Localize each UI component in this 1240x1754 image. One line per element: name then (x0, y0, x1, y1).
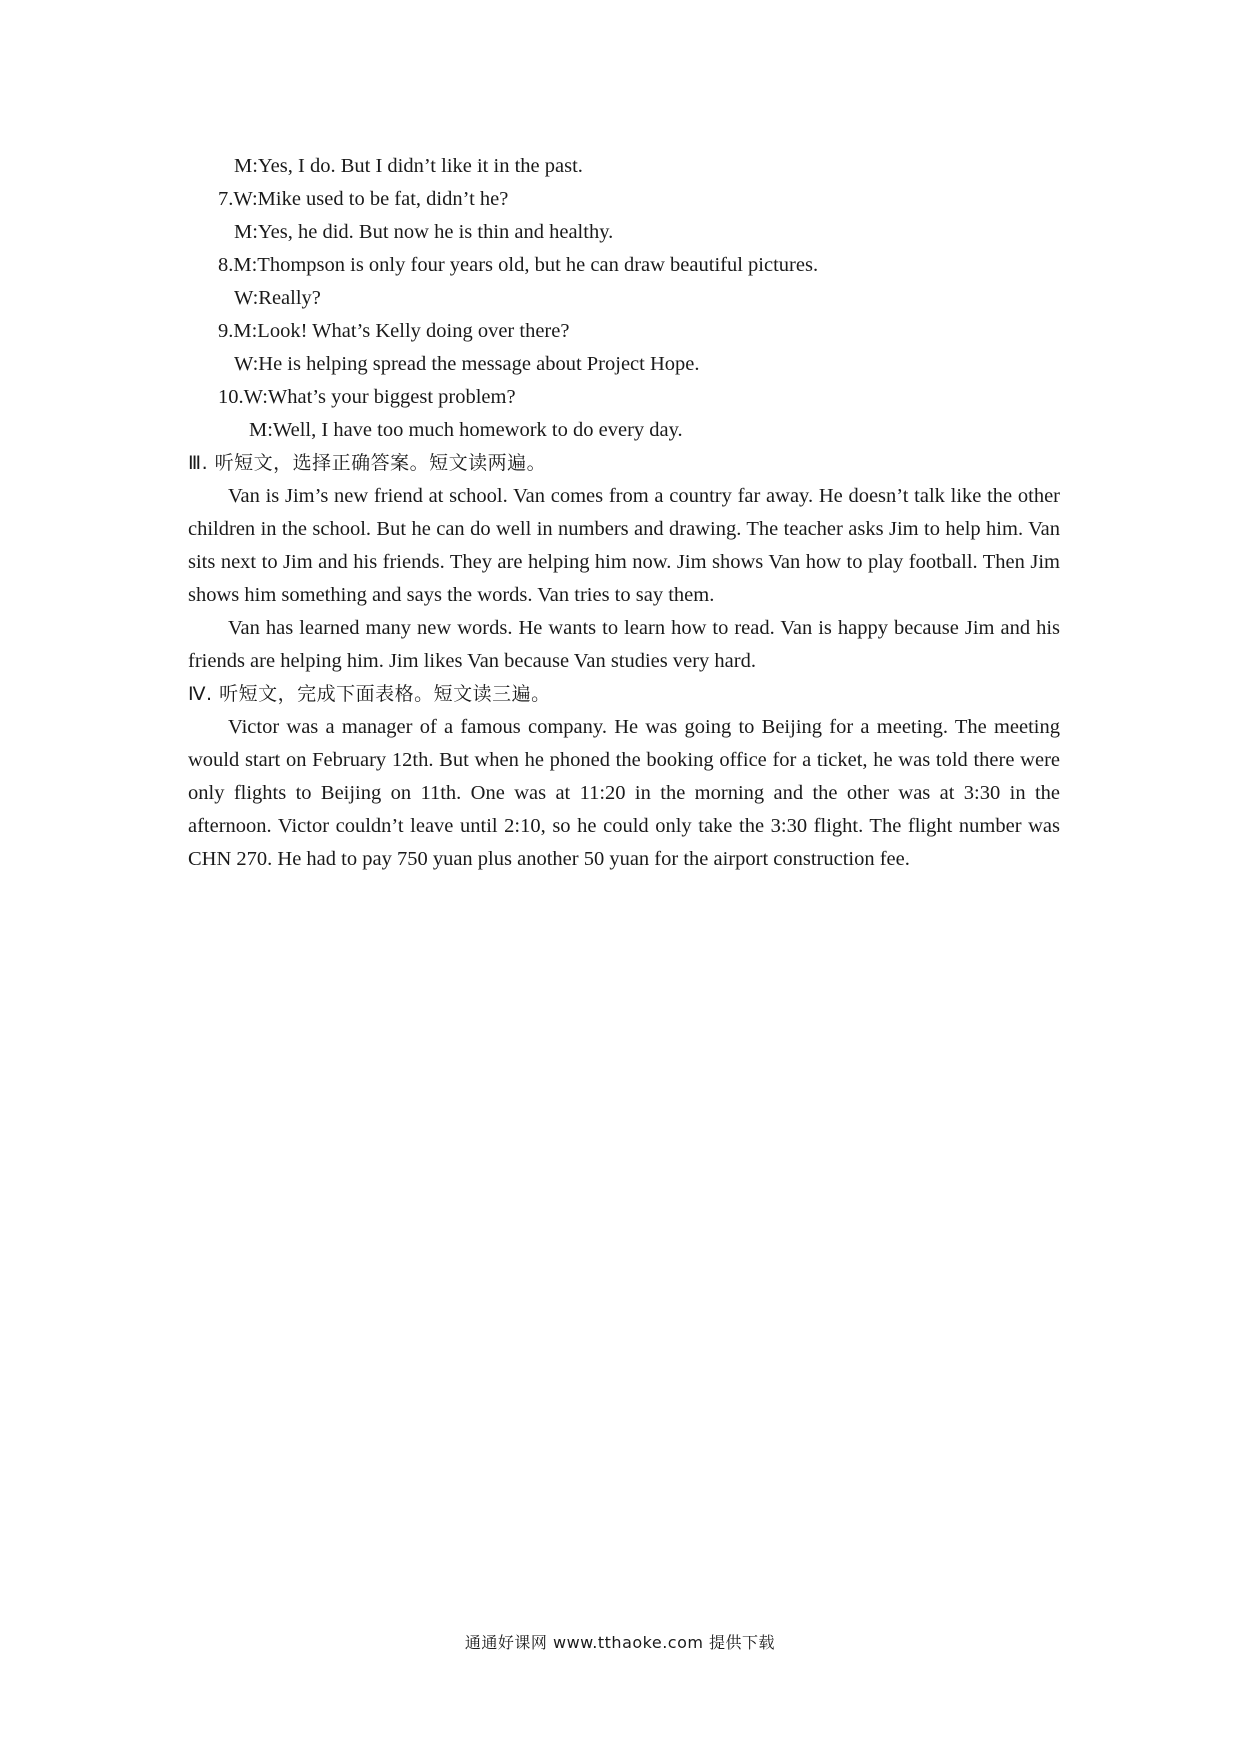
section-4 (188, 678, 1060, 876)
dialogue-line: M:Well, I have too much homework to do every day. (249, 419, 683, 441)
dialogue-block (188, 150, 1060, 447)
dialogue-line: 7.W:Mike used to be fat, didn’t he? (218, 188, 509, 210)
dialogue-line: W:Really? (234, 287, 321, 309)
page-footer: 通通好课网 www.tthaoke.com 提供下载 (464, 1633, 776, 1652)
dialogue-line: W:He is helping spread the message about Project Hope. (234, 353, 700, 375)
section-3-paragraph-1: Van is Jim’s new friend at school. Van comes from a country far away. He doesn’t talk like the other children in the school. But he can do well in numbers and drawing. The teacher asks Jim to help him. Van sits next to Jim and his friends. They are helping him now. Jim shows Van how to play football. Then Jim shows him something and says the words. Van tries to say them. (188, 485, 1060, 606)
dialogue-line: M:Yes, he did. But now he is thin and healthy. (234, 221, 614, 243)
section-4-paragraph-1: Victor was a manager of a famous company. He was going to Beijing for a meeting. The meeting would start on February 12th. But when he phoned the booking office for a ticket, he was told there were only flights to Beijing on 11th. One was at 11:20 in the morning and the other was at 3:30 in the afternoon. Victor couldn’t leave until 2:10, so he could only take the 3:30 flight. The flight number was CHN 270. He had to pay 750 yuan plus another 50 yuan for the airport construction fee. (188, 716, 1060, 870)
dialogue-line: 9.M:Look! What’s Kelly doing over there? (218, 320, 570, 342)
section-3-paragraph-2: Van has learned many new words. He wants to learn how to read. Van is happy because Jim and his friends are helping him. Jim likes Van because Van studies very hard. (188, 617, 1060, 672)
section-3 (188, 447, 1060, 678)
section-4-heading: Ⅳ. 听短文，完成下面表格。短文读三遍。 (188, 683, 551, 705)
dialogue-line: 10.W:What’s your biggest problem? (218, 386, 516, 408)
dialogue-line: 8.M:Thompson is only four years old, but he can draw beautiful pictures. (218, 254, 819, 276)
page-content (188, 150, 1060, 876)
section-3-heading: Ⅲ. 听短文，选择正确答案。短文读两遍。 (188, 452, 547, 474)
dialogue-line: M:Yes, I do. But I didn’t like it in the past. (234, 155, 583, 177)
